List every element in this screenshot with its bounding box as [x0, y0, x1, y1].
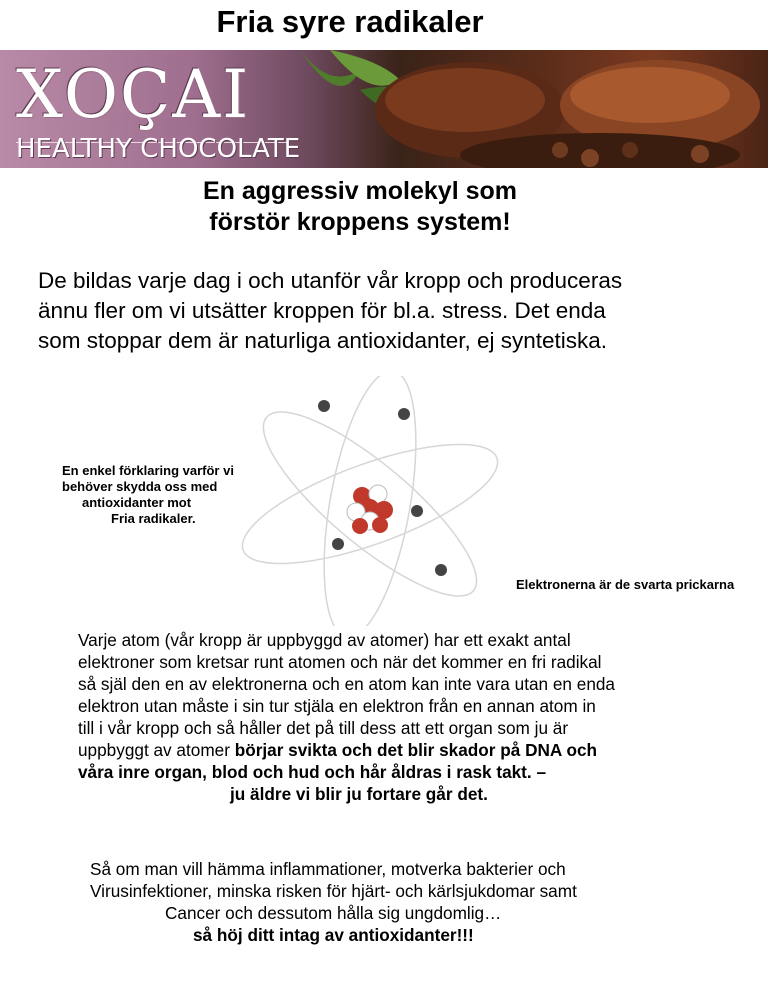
para-emphasis: börjar svikta och det blir skador på DNA och: [234, 740, 597, 760]
para-line: till i vår kropp och så håller det på till dess att ett organ som ju är: [78, 718, 569, 738]
electron-note: Elektronerna är de svarta prickarna: [516, 577, 735, 592]
closing-line: Så om man vill hämma inflammationer, motverka bakterier och: [90, 859, 566, 879]
para-line: [78, 739, 728, 761]
note-line: Fria radikaler.: [111, 511, 196, 526]
closing-call-to-action: så höj ditt intag av antioxidanter!!!: [193, 925, 474, 945]
intro-paragraph: [38, 266, 738, 356]
para-line: elektroner som kretsar runt atomen och när det kommer en fri radikal: [78, 652, 602, 672]
para-emphasis-line: våra inre organ, blod och hud och hår åldras i rask takt. –: [78, 762, 547, 782]
subtitle: [150, 176, 570, 238]
intro-line: De bildas varje dag i och utanför vår kropp och produceras: [38, 268, 623, 293]
logo-subtitle: HEALTHY CHOCOLATE: [16, 134, 301, 164]
closing-paragraph: [90, 858, 730, 946]
para-text: uppbyggt av atomer: [78, 740, 235, 760]
xocai-logo: XOÇAI: [16, 56, 251, 133]
note-line: En enkel förklaring varför vi: [62, 463, 234, 478]
subtitle-line: förstör kroppens system!: [209, 208, 511, 236]
atom-note: [62, 463, 272, 527]
note-line: behöver skydda oss med: [62, 479, 218, 494]
para-line: elektron utan måste i sin tur stjäla en elektron från en annan atom in: [78, 696, 596, 716]
note-line: antioxidanter mot: [82, 495, 192, 510]
closing-line: Cancer och dessutom hålla sig ungdomlig…: [165, 903, 502, 923]
para-line: Varje atom (vår kropp är uppbyggd av atomer) har ett exakt antal: [78, 630, 571, 650]
closing-line: Virusinfektioner, minska risken för hjärt- och kärlsjukdomar samt: [90, 881, 577, 901]
intro-line: som stoppar dem är naturliga antioxidanter, ej syntetiska.: [38, 328, 608, 353]
explanation-paragraph: [78, 629, 728, 805]
xocai-banner: [0, 50, 768, 168]
para-line: så själ den en av elektronerna och en atom kan inte vara utan en enda: [78, 674, 615, 694]
intro-line: ännu fler om vi utsätter kroppen för bl.a. stress. Det enda: [38, 298, 606, 323]
nucleus: [347, 485, 393, 534]
subtitle-line: En aggressiv molekyl som: [202, 177, 518, 205]
page-title: Fria syre radikaler: [216, 4, 484, 39]
para-emphasis-line: ju äldre vi blir ju fortare går det.: [230, 784, 488, 804]
